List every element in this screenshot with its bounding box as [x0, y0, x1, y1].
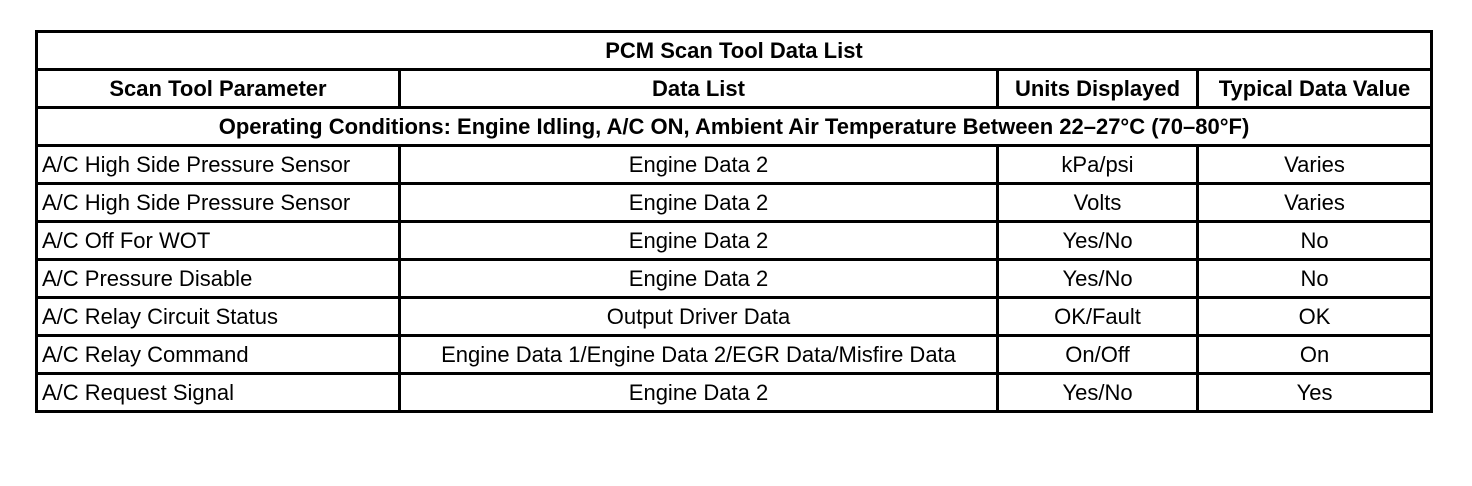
- cell-parameter: A/C High Side Pressure Sensor: [37, 146, 400, 184]
- data-list-table-wrapper: [35, 30, 1433, 413]
- cell-data-list: Engine Data 2: [400, 184, 998, 222]
- cell-units: Yes/No: [998, 374, 1198, 412]
- cell-units: On/Off: [998, 336, 1198, 374]
- operating-conditions-row: [37, 108, 1432, 146]
- table-row: [37, 336, 1432, 374]
- cell-parameter: A/C Pressure Disable: [37, 260, 400, 298]
- cell-units: kPa/psi: [998, 146, 1198, 184]
- cell-parameter: A/C Relay Circuit Status: [37, 298, 400, 336]
- table-row: [37, 260, 1432, 298]
- header-units-displayed: Units Displayed: [998, 70, 1198, 108]
- cell-parameter: A/C Relay Command: [37, 336, 400, 374]
- table-row: [37, 298, 1432, 336]
- cell-typical-value: No: [1198, 222, 1432, 260]
- pcm-scan-tool-data-table: [35, 30, 1433, 413]
- cell-data-list: Engine Data 2: [400, 146, 998, 184]
- header-data-list: Data List: [400, 70, 998, 108]
- cell-typical-value: Varies: [1198, 146, 1432, 184]
- table-row: [37, 374, 1432, 412]
- cell-data-list: Output Driver Data: [400, 298, 998, 336]
- cell-data-list: Engine Data 2: [400, 260, 998, 298]
- table-title: PCM Scan Tool Data List: [37, 32, 1432, 70]
- table-row: [37, 184, 1432, 222]
- cell-units: Yes/No: [998, 260, 1198, 298]
- table-title-row: [37, 32, 1432, 70]
- cell-typical-value: Yes: [1198, 374, 1432, 412]
- table-row: [37, 146, 1432, 184]
- cell-typical-value: No: [1198, 260, 1432, 298]
- cell-units: OK/Fault: [998, 298, 1198, 336]
- header-typical-data-value: Typical Data Value: [1198, 70, 1432, 108]
- cell-data-list: Engine Data 2: [400, 222, 998, 260]
- cell-data-list: Engine Data 2: [400, 374, 998, 412]
- cell-parameter: A/C Request Signal: [37, 374, 400, 412]
- cell-parameter: A/C High Side Pressure Sensor: [37, 184, 400, 222]
- operating-conditions: Operating Conditions: Engine Idling, A/C ON, Ambient Air Temperature Between 22–27°C (70–80°F): [37, 108, 1432, 146]
- cell-parameter: A/C Off For WOT: [37, 222, 400, 260]
- cell-typical-value: Varies: [1198, 184, 1432, 222]
- cell-units: Yes/No: [998, 222, 1198, 260]
- cell-typical-value: OK: [1198, 298, 1432, 336]
- table-row: [37, 222, 1432, 260]
- cell-units: Volts: [998, 184, 1198, 222]
- table-header-row: [37, 70, 1432, 108]
- cell-data-list: Engine Data 1/Engine Data 2/EGR Data/Misfire Data: [400, 336, 998, 374]
- cell-typical-value: On: [1198, 336, 1432, 374]
- header-scan-tool-parameter: Scan Tool Parameter: [37, 70, 400, 108]
